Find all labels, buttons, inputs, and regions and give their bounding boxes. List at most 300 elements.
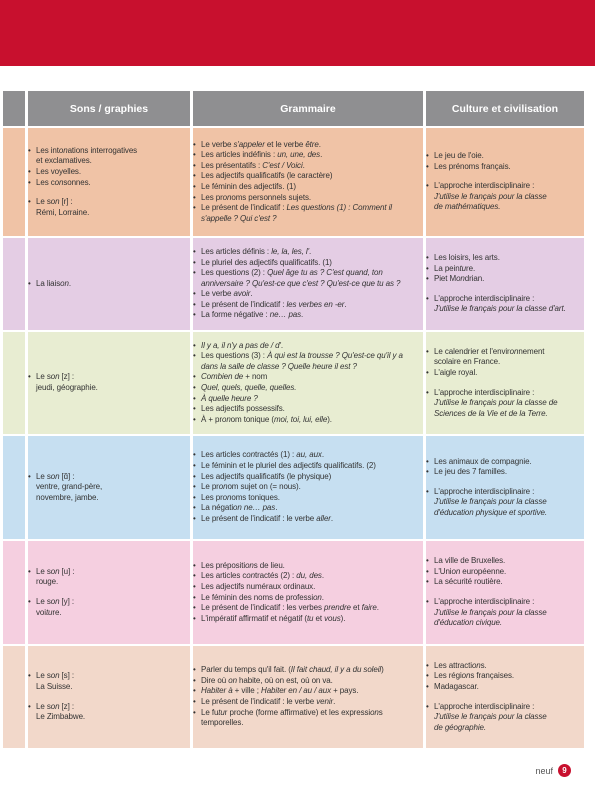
list-item-text: L'approche interdisciplinaire :	[434, 293, 535, 303]
row-left-stub	[3, 541, 25, 644]
list-item-text: Les attractions.	[434, 660, 487, 670]
list-item	[193, 415, 423, 426]
bullet	[28, 493, 36, 504]
list-item-text: Les voyelles.	[36, 166, 81, 176]
list-item	[426, 702, 584, 713]
line-gap	[426, 588, 584, 597]
list-item-text: voiture.	[36, 607, 62, 617]
list-item-text: Le son [y] :	[36, 597, 74, 606]
list-item	[426, 253, 584, 264]
list-item	[28, 178, 190, 189]
list-item	[426, 264, 584, 275]
bullet: •	[193, 603, 196, 613]
list-item-text: La sécurité routière.	[434, 577, 503, 587]
cell-sons	[28, 128, 190, 236]
bullet: •	[193, 299, 196, 309]
bullet: •	[193, 351, 196, 361]
list-item-text: Madagascar.	[434, 681, 479, 691]
list-item-text: Le jeu des 7 familles.	[434, 467, 507, 477]
list-item-text: Le son [s] :	[36, 671, 74, 681]
cell-sons	[28, 238, 190, 330]
list-item	[193, 258, 423, 269]
list-item-text: L'approche interdisciplinaire :	[434, 181, 535, 191]
list-item	[193, 279, 423, 290]
list-item	[193, 582, 423, 593]
bullet: •	[193, 592, 196, 602]
bullet: •	[193, 571, 196, 581]
list-item-text: J'utilise le français pour la classe	[434, 497, 547, 507]
list-item	[426, 661, 584, 672]
list-item	[193, 203, 423, 214]
bullet	[426, 357, 434, 368]
bullet: •	[193, 372, 196, 382]
bullet: •	[426, 263, 429, 273]
bullet: •	[193, 383, 196, 392]
list-item-text: Parler du temps qu'il fait. (Il fait chaud, il y a du soleil)	[201, 665, 384, 675]
list-item-text: Il y a, il n'y a pas de / d'.	[201, 340, 283, 350]
list-item-text: Piet Mondrian.	[434, 274, 485, 284]
bullet: •	[28, 701, 31, 711]
bullet: •	[28, 197, 31, 207]
bullet	[426, 409, 434, 420]
list-item	[28, 493, 190, 504]
list-item-text: Le verbe s'appeler et le verbe être.	[201, 139, 321, 149]
list-item	[426, 597, 584, 608]
cell-grammaire	[193, 128, 423, 236]
list-item	[28, 482, 190, 493]
list-item	[28, 197, 190, 208]
list-item-text: La ville de Bruxelles.	[434, 556, 506, 566]
list-item	[193, 362, 423, 373]
list-item-text: J'utilise le français pour la classe	[434, 712, 547, 722]
bullet	[426, 712, 434, 723]
list-item-text: Combien de + nom	[201, 372, 268, 382]
list-item	[28, 279, 190, 290]
list-item	[193, 404, 423, 415]
header-left-stub	[3, 91, 25, 126]
bullet: •	[28, 145, 31, 155]
list-item	[28, 682, 190, 693]
list-item-text: Le pronom sujet on (= nous).	[201, 482, 301, 492]
header-culture: Culture et civilisation	[426, 91, 584, 126]
list-item	[193, 161, 423, 172]
page-number-badge: 9	[558, 764, 571, 777]
list-item-text: Le son [r] :	[36, 197, 73, 207]
list-item	[193, 482, 423, 493]
bullet: •	[426, 274, 429, 284]
list-item	[426, 723, 584, 734]
row-left-stub	[3, 332, 25, 434]
list-item	[193, 171, 423, 182]
list-item-text: L'approche interdisciplinaire :	[434, 486, 535, 496]
bullet: •	[193, 471, 196, 481]
bullet: •	[193, 697, 196, 706]
list-item	[28, 597, 190, 608]
bullet: •	[193, 492, 196, 502]
cell-sons	[28, 541, 190, 644]
list-item-text: d'éducation civique.	[434, 618, 503, 628]
list-item-text: de géographie.	[434, 722, 486, 732]
list-item-text: Le présent de l'indicatif : les verbes en -er.	[201, 299, 347, 309]
list-item	[193, 665, 423, 676]
list-item-text: temporelles.	[201, 718, 244, 728]
bullet: •	[193, 268, 196, 278]
bullet	[193, 718, 201, 729]
bullet	[426, 398, 434, 409]
list-item	[193, 450, 423, 461]
bullet: •	[193, 503, 196, 513]
list-item-text: L'approche interdisciplinaire :	[434, 597, 535, 606]
list-item	[426, 368, 584, 379]
list-item-text: Dire où on habite, où on est, où on va.	[201, 675, 333, 685]
table-row	[3, 128, 584, 236]
list-item	[193, 676, 423, 687]
bullet: •	[426, 660, 429, 670]
bullet: •	[426, 456, 429, 466]
line-gap	[426, 478, 584, 487]
list-item-text: La peinture.	[434, 263, 476, 273]
bullet	[426, 497, 434, 508]
list-item	[426, 556, 584, 567]
bullet: •	[193, 289, 196, 299]
list-item-text: Les pronoms personnels sujets.	[201, 192, 311, 202]
line-gap	[28, 588, 190, 597]
list-item	[193, 394, 423, 405]
list-item-text: s'appelle ? Qui c'est ?	[201, 213, 277, 223]
list-item-text: de mathématiques.	[434, 202, 501, 212]
bullet: •	[193, 160, 196, 170]
bullet: •	[426, 556, 429, 566]
contents-table	[0, 89, 587, 750]
bullet: •	[193, 150, 196, 160]
list-item	[193, 493, 423, 504]
list-item	[193, 351, 423, 362]
list-item-text: ventre, grand-père,	[36, 482, 103, 492]
list-item	[193, 571, 423, 582]
list-item	[193, 697, 423, 708]
bullet	[193, 279, 201, 290]
list-item	[193, 140, 423, 151]
list-item	[426, 388, 584, 399]
list-item-text: Le son [ɑ̃] :	[36, 471, 75, 481]
bullet: •	[193, 686, 196, 696]
list-item	[193, 341, 423, 352]
list-item-text: Le Zimbabwe.	[36, 712, 86, 722]
bullet: •	[426, 387, 429, 397]
bullet: •	[193, 393, 196, 403]
row-left-stub	[3, 436, 25, 539]
table-row	[3, 541, 584, 644]
bullet	[426, 202, 434, 213]
bullet: •	[193, 310, 196, 320]
bullet: •	[193, 581, 196, 591]
list-item-text: Les adjectifs qualificatifs (le caractère)	[201, 171, 333, 181]
list-item	[28, 208, 190, 219]
bullet: •	[426, 597, 429, 606]
list-item-text: Le féminin des adjectifs. (1)	[201, 182, 296, 191]
bullet: •	[426, 367, 429, 377]
bullet: •	[426, 253, 429, 263]
list-item	[426, 508, 584, 519]
cell-grammaire	[193, 436, 423, 539]
line-gap	[426, 172, 584, 181]
list-item-text: Habiter à + ville ; Habiter en / au / aux + pays.	[201, 686, 359, 696]
bullet: •	[28, 566, 31, 576]
bullet: •	[193, 340, 196, 350]
list-item-text: L'Union européenne.	[434, 566, 507, 576]
cell-sons	[28, 332, 190, 434]
list-item	[28, 472, 190, 483]
list-item	[426, 181, 584, 192]
list-item-text: Le son [u] :	[36, 566, 75, 576]
list-item-text: Le verbe avoir.	[201, 289, 253, 299]
list-item-text: anniversaire ? Qu'est-ce que c'est ? Qu'est-ce que tu as ?	[201, 278, 401, 288]
bullet: •	[28, 278, 31, 288]
bullet: •	[426, 486, 429, 496]
list-item-text: L'approche interdisciplinaire :	[434, 701, 535, 711]
list-item	[193, 472, 423, 483]
bullet: •	[426, 181, 429, 191]
list-item	[193, 514, 423, 525]
bullet	[28, 208, 36, 219]
list-item	[28, 146, 190, 157]
list-item-text: Les articles définis : le, la, les, l'.	[201, 246, 312, 256]
list-item-text: Le jeu de l'oie.	[434, 151, 484, 161]
list-item	[426, 151, 584, 162]
bullet: •	[193, 192, 196, 202]
cell-grammaire	[193, 238, 423, 330]
list-item-text: J'utilise le français pour la classe	[434, 607, 547, 617]
list-item-text: L'approche interdisciplinaire :	[434, 387, 535, 397]
bullet: •	[193, 404, 196, 414]
list-item-text: Le calendrier et l'environnement	[434, 346, 545, 356]
list-item-text: Le présent de l'indicatif : Les questions (1) : Comment il	[201, 203, 392, 213]
table-row	[3, 238, 584, 330]
line-gap	[426, 693, 584, 702]
list-item	[28, 712, 190, 723]
cell-culture	[426, 436, 584, 539]
row-left-stub	[3, 128, 25, 236]
list-item-text: Les articles indéfinis : un, une, des.	[201, 150, 323, 160]
table-row	[3, 436, 584, 539]
header-grammaire: Grammaire	[193, 91, 423, 126]
list-item	[426, 467, 584, 478]
row-left-stub	[3, 238, 25, 330]
bullet: •	[193, 450, 196, 460]
bullet: •	[193, 203, 196, 213]
list-item	[28, 567, 190, 578]
list-item-text: Les loisirs, les arts.	[434, 253, 500, 263]
list-item	[193, 603, 423, 614]
bullet: •	[193, 707, 196, 717]
list-item	[426, 497, 584, 508]
list-item-text: L'aigle royal.	[434, 367, 478, 377]
list-item-text: À + pronom tonique (moi, toi, lui, elle).	[201, 414, 332, 424]
page-word: neuf	[535, 765, 553, 776]
list-item	[193, 383, 423, 394]
table-row	[3, 646, 584, 748]
bullet	[426, 192, 434, 203]
list-item	[426, 608, 584, 619]
list-item	[193, 150, 423, 161]
bullet	[193, 214, 201, 225]
list-item	[193, 193, 423, 204]
bullet	[28, 577, 36, 588]
line-gap	[28, 188, 190, 197]
bullet: •	[426, 681, 429, 691]
bullet: •	[28, 372, 31, 382]
list-item-text: J'utilise le français pour la classe	[434, 191, 547, 201]
bullet: •	[193, 257, 196, 267]
list-item-text: novembre, jambe.	[36, 492, 99, 502]
bullet: •	[426, 151, 429, 161]
list-item	[426, 274, 584, 285]
bullet	[28, 383, 36, 394]
list-item-text: Le présent de l'indicatif : le verbe venir.	[201, 697, 336, 706]
list-item-text: Les présentatifs : C'est / Voici.	[201, 160, 305, 170]
bullet: •	[426, 566, 429, 576]
bullet: •	[28, 597, 31, 606]
list-item	[426, 577, 584, 588]
list-item-text: Le féminin des noms de profession.	[201, 592, 324, 602]
bullet	[28, 712, 36, 723]
top-red-banner	[0, 0, 595, 66]
list-item-text: J'utilise le français pour la classe de	[434, 398, 558, 408]
cell-grammaire	[193, 332, 423, 434]
list-item-text: Les intonations interrogatives	[36, 145, 138, 155]
list-item-text: Le présent de l'indicatif : les verbes prendre et faire.	[201, 603, 379, 613]
list-item-text: Les adjectifs qualificatifs (le physique)	[201, 471, 332, 481]
bullet: •	[426, 161, 429, 171]
list-item-text: J'utilise le français pour la classe d'art.	[434, 304, 566, 314]
list-item-text: dans la salle de classe ? Quelle heure il est ?	[201, 361, 357, 371]
list-item	[193, 503, 423, 514]
list-item-text: rouge.	[36, 577, 59, 587]
bullet	[426, 608, 434, 619]
list-item-text: La Suisse.	[36, 681, 73, 691]
bullet	[28, 156, 36, 167]
list-item	[426, 294, 584, 305]
list-item	[426, 618, 584, 629]
list-item	[426, 347, 584, 358]
list-item-text: Les animaux de compagnie.	[434, 456, 532, 466]
cell-culture	[426, 646, 584, 748]
list-item	[193, 268, 423, 279]
bullet: •	[193, 675, 196, 685]
list-item-text: Sciences de la Vie et de la Terre.	[434, 408, 548, 418]
list-item	[193, 214, 423, 225]
list-item-text: Les régions françaises.	[434, 671, 514, 681]
list-item-text: et exclamatives.	[36, 156, 92, 166]
list-item-text: Le pluriel des adjectifs qualificatifs. (1)	[201, 257, 332, 267]
list-item-text: La forme négative : ne… pas.	[201, 310, 304, 320]
list-item	[426, 398, 584, 409]
bullet: •	[193, 246, 196, 256]
list-item-text: Les questions (2) : Quel âge tu as ? C'est quand, ton	[201, 268, 383, 278]
list-item	[193, 593, 423, 604]
bullet: •	[193, 665, 196, 675]
bullet	[28, 482, 36, 493]
list-item	[193, 708, 423, 719]
header-sons: Sons / graphies	[28, 91, 190, 126]
cell-culture	[426, 238, 584, 330]
list-item	[28, 383, 190, 394]
bullet: •	[193, 182, 196, 191]
bullet	[426, 618, 434, 629]
list-item	[426, 671, 584, 682]
list-item	[28, 167, 190, 178]
cell-culture	[426, 128, 584, 236]
list-item	[193, 461, 423, 472]
list-item-text: Le féminin et le pluriel des adjectifs qualificatifs. (2)	[201, 461, 376, 471]
cell-sons	[28, 436, 190, 539]
line-gap	[426, 379, 584, 388]
list-item	[426, 457, 584, 468]
row-left-stub	[3, 646, 25, 748]
list-item	[28, 702, 190, 713]
bullet: •	[193, 171, 196, 181]
list-item-text: jeudi, géographie.	[36, 383, 98, 392]
bullet: •	[426, 671, 429, 681]
list-item	[193, 289, 423, 300]
bullet: •	[28, 471, 31, 481]
list-item	[426, 487, 584, 498]
list-item-text: Les prépositions de lieu.	[201, 560, 285, 570]
list-item	[28, 671, 190, 682]
list-item-text: Les adjectifs numéraux ordinaux.	[201, 581, 316, 591]
cell-culture	[426, 332, 584, 434]
bullet: •	[193, 560, 196, 570]
bullet: •	[426, 346, 429, 356]
list-item	[193, 310, 423, 321]
bullet	[28, 608, 36, 619]
list-item-text: Le son [z] :	[36, 701, 74, 711]
bullet: •	[426, 293, 429, 303]
cell-sons	[28, 646, 190, 748]
list-item	[193, 561, 423, 572]
bullet: •	[193, 613, 196, 623]
list-item	[193, 614, 423, 625]
line-gap	[28, 693, 190, 702]
bullet: •	[28, 177, 31, 187]
list-item-text: Les questions (3) : À qui est la trousse ? Qu'est-ce qu'il y a	[201, 351, 403, 361]
cell-grammaire	[193, 541, 423, 644]
list-item	[193, 182, 423, 193]
list-item-text: Les articles contractés (2) : du, des.	[201, 571, 324, 581]
list-item	[28, 608, 190, 619]
bullet: •	[426, 467, 429, 477]
list-item-text: Les adjectifs possessifs.	[201, 404, 285, 414]
bullet	[426, 304, 434, 315]
list-item-text: Les prénoms français.	[434, 161, 511, 171]
bullet: •	[426, 577, 429, 587]
cell-grammaire	[193, 646, 423, 748]
list-item	[426, 202, 584, 213]
bullet: •	[193, 139, 196, 149]
list-item	[426, 304, 584, 315]
list-item-text: La négation ne… pas.	[201, 503, 278, 513]
list-item	[426, 409, 584, 420]
table-header-row	[3, 91, 584, 126]
list-item-text: Les articles contractés (1) : au, aux.	[201, 450, 324, 460]
table-row	[3, 332, 584, 434]
list-item-text: Les pronoms toniques.	[201, 492, 280, 502]
list-item	[193, 372, 423, 383]
list-item-text: L'impératif affirmatif et négatif (tu et vous).	[201, 613, 346, 623]
bullet	[28, 682, 36, 693]
bullet: •	[426, 701, 429, 711]
list-item-text: La liaison.	[36, 278, 71, 288]
